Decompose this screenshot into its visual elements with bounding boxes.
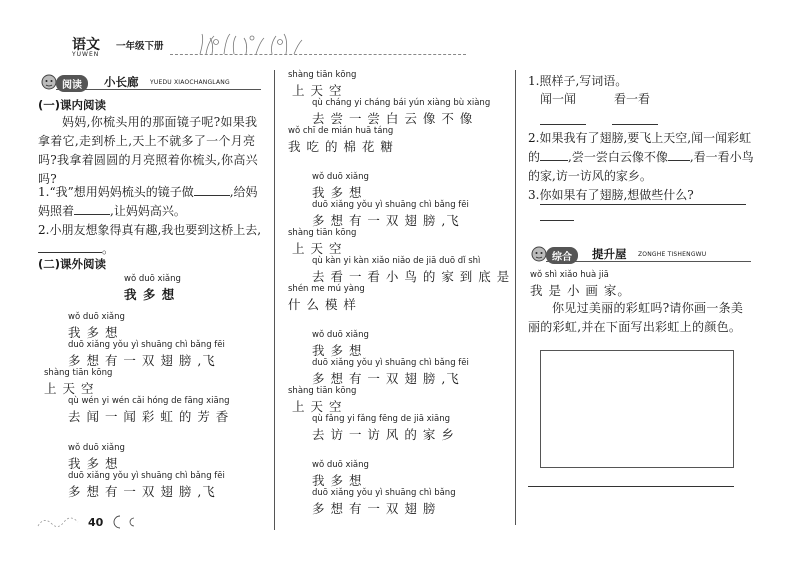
answer-blank[interactable] — [540, 160, 568, 161]
poem-line-pinyin: qù cháng yi cháng bái yún xiàng bù xiàng — [312, 98, 491, 108]
poem-line-pinyin: duō xiǎng yǒu yì shuāng chì bǎng — [312, 488, 456, 498]
passage-paragraph: 妈妈,你梳头用的那面镜子呢?如果我拿着它,走到桥上,天上不就多了一个月亮吗?我拿着圆圆的月亮照着你梳头,你高兴吗? — [38, 115, 258, 186]
poem-line: 什 么 模 样 — [288, 297, 357, 312]
reading-banner-title: 小长廊 — [104, 75, 139, 89]
comprehensive-banner — [528, 244, 753, 264]
poem-line-pinyin: duō xiǎng yǒu yì shuāng chì bǎng fēi — [68, 340, 225, 350]
poem-line-pinyin: wǒ duō xiǎng — [68, 443, 125, 453]
header — [70, 32, 470, 58]
answer-blank[interactable] — [74, 214, 110, 215]
section-heading-extra-reading: (二)课外阅读 — [38, 257, 107, 271]
poem-line: 多 想 有 一 双 翅 膀 ,飞 — [68, 484, 216, 499]
poem-line: 上 天 空 — [292, 83, 343, 98]
answer-line[interactable] — [528, 486, 734, 487]
answer-line[interactable] — [540, 204, 746, 205]
poem-line-pinyin: qù kàn yi kàn xiǎo niǎo de jiā duō dǐ shì — [312, 256, 481, 266]
example-word-2: 看一看 — [614, 92, 651, 106]
poem-line-pinyin: wǒ duō xiǎng — [312, 172, 369, 182]
poem-line: 我 多 想 — [68, 325, 119, 340]
poem-line: 上 天 空 — [292, 241, 343, 256]
poem-line-pinyin: shàng tiān kōng — [44, 368, 113, 378]
poem-line: 我 多 想 — [312, 185, 363, 200]
poem-line-pinyin: qù fǎng yi fǎng fēng de jiā xiāng — [312, 414, 451, 424]
section-heading-in-class: (一)课内阅读 — [38, 98, 107, 112]
example-word-1: 闻一闻 — [540, 92, 577, 106]
comprehensive-tag: 综合 — [546, 247, 578, 264]
grass-decoration-icon — [190, 32, 310, 56]
subject-title: 语文 — [72, 37, 100, 53]
poem-line-pinyin: duō xiǎng yǒu yì shuāng chì bǎng fēi — [312, 358, 469, 368]
reading-banner-subtitle: YUEDU XIAOCHANGLANG — [150, 79, 230, 86]
activity-title: 我 是 小 画 家。 — [530, 283, 631, 298]
column-divider-left — [274, 70, 275, 530]
poem-line: 去 访 一 访 风 的 家 乡 — [312, 427, 455, 442]
poem-title-pinyin: wǒ duō xiǎng — [124, 274, 181, 284]
comprehensive-banner-title: 提升屋 — [592, 247, 627, 261]
moon-decoration-icon — [112, 514, 142, 530]
grade-label: 一年级下册 — [116, 41, 164, 52]
right-question-3: 3.你如果有了翅膀,想做些什么? — [528, 188, 694, 202]
poem-line: 去 看 一 看 小 鸟 的 家 到 底 是 — [312, 269, 511, 284]
answer-blank[interactable] — [194, 195, 230, 196]
footer-swirl-decoration-icon — [36, 512, 86, 532]
question-1: 1.“我”想用妈妈梳头的镜子做 ,给妈妈照着 ,让妈妈高兴。 — [38, 185, 258, 218]
poem-line-pinyin: wǒ duō xiǎng — [312, 460, 369, 470]
poem-line: 多 想 有 一 双 翅 膀 ,飞 — [312, 371, 460, 386]
poem-title: 我 多 想 — [124, 287, 176, 302]
activity-instructions: 你见过美丽的彩虹吗?请你画一条美丽的彩虹,并在下面写出彩虹上的颜色。 — [528, 301, 744, 334]
drawing-box[interactable] — [540, 350, 734, 468]
column-divider-right — [515, 70, 516, 525]
poem-line: 上 天 空 — [44, 381, 95, 396]
poem-line: 多 想 有 一 双 翅 膀 — [312, 501, 437, 516]
question-2: 2.小朋友想象得真有趣,我也要到这桥上去,。 — [38, 223, 262, 256]
right-question-2: 2.如果我有了翅膀,要飞上天空,闻一闻彩虹的 ,尝一尝白云像不像 ,看一看小鸟的家,访一访风的家乡。 — [528, 131, 754, 183]
poem-line: 我 多 想 — [312, 343, 363, 358]
right-question-1: 1.照样子,写词语。 — [528, 74, 628, 88]
answer-line[interactable] — [540, 220, 574, 221]
reading-banner — [38, 72, 263, 92]
poem-line: 多 想 有 一 双 翅 膀 ,飞 — [68, 353, 216, 368]
poem-line-pinyin: wǒ chī de mián huā táng — [288, 126, 394, 136]
answer-blank[interactable] — [612, 124, 658, 125]
poem-line-pinyin: shàng tiān kōng — [288, 70, 357, 80]
reading-tag: 阅读 — [56, 75, 88, 92]
poem-line: 去 闻 一 闻 彩 虹 的 芳 香 — [68, 409, 230, 424]
poem-line: 我 吃 的 棉 花 糖 — [288, 139, 394, 154]
comprehensive-banner-subtitle: ZONGHE TISHENGWU — [638, 251, 707, 258]
poem-line: 上 天 空 — [292, 399, 343, 414]
answer-blank[interactable] — [38, 252, 102, 253]
poem-line: 多 想 有 一 双 翅 膀 ,飞 — [312, 213, 460, 228]
poem-line: 我 多 想 — [312, 473, 363, 488]
answer-blank[interactable] — [668, 160, 690, 161]
poem-line-pinyin: shàng tiān kōng — [288, 386, 357, 396]
answer-blank[interactable] — [540, 124, 586, 125]
header-rule — [170, 54, 466, 55]
poem-line-pinyin: duō xiǎng yǒu yì shuāng chì bǎng fēi — [68, 471, 225, 481]
subject-pinyin: YUWEN — [72, 51, 100, 58]
poem-line-pinyin: wǒ duō xiǎng — [68, 312, 125, 322]
poem-line: 去 尝 一 尝 白 云 像 不 像 — [312, 111, 474, 126]
poem-line: 我 多 想 — [68, 456, 119, 471]
page-number: 40 — [88, 516, 104, 529]
activity-title-pinyin: wǒ shì xiǎo huà jiā — [530, 270, 609, 280]
poem-line-pinyin: shàng tiān kōng — [288, 228, 357, 238]
poem-line-pinyin: duō xiǎng yǒu yì shuāng chì bǎng fēi — [312, 200, 469, 210]
poem-line-pinyin: wǒ duō xiǎng — [312, 330, 369, 340]
poem-line-pinyin: qù wén yi wén cǎi hóng de fāng xiāng — [68, 396, 230, 406]
poem-line-pinyin: shén me mú yàng — [288, 284, 365, 294]
